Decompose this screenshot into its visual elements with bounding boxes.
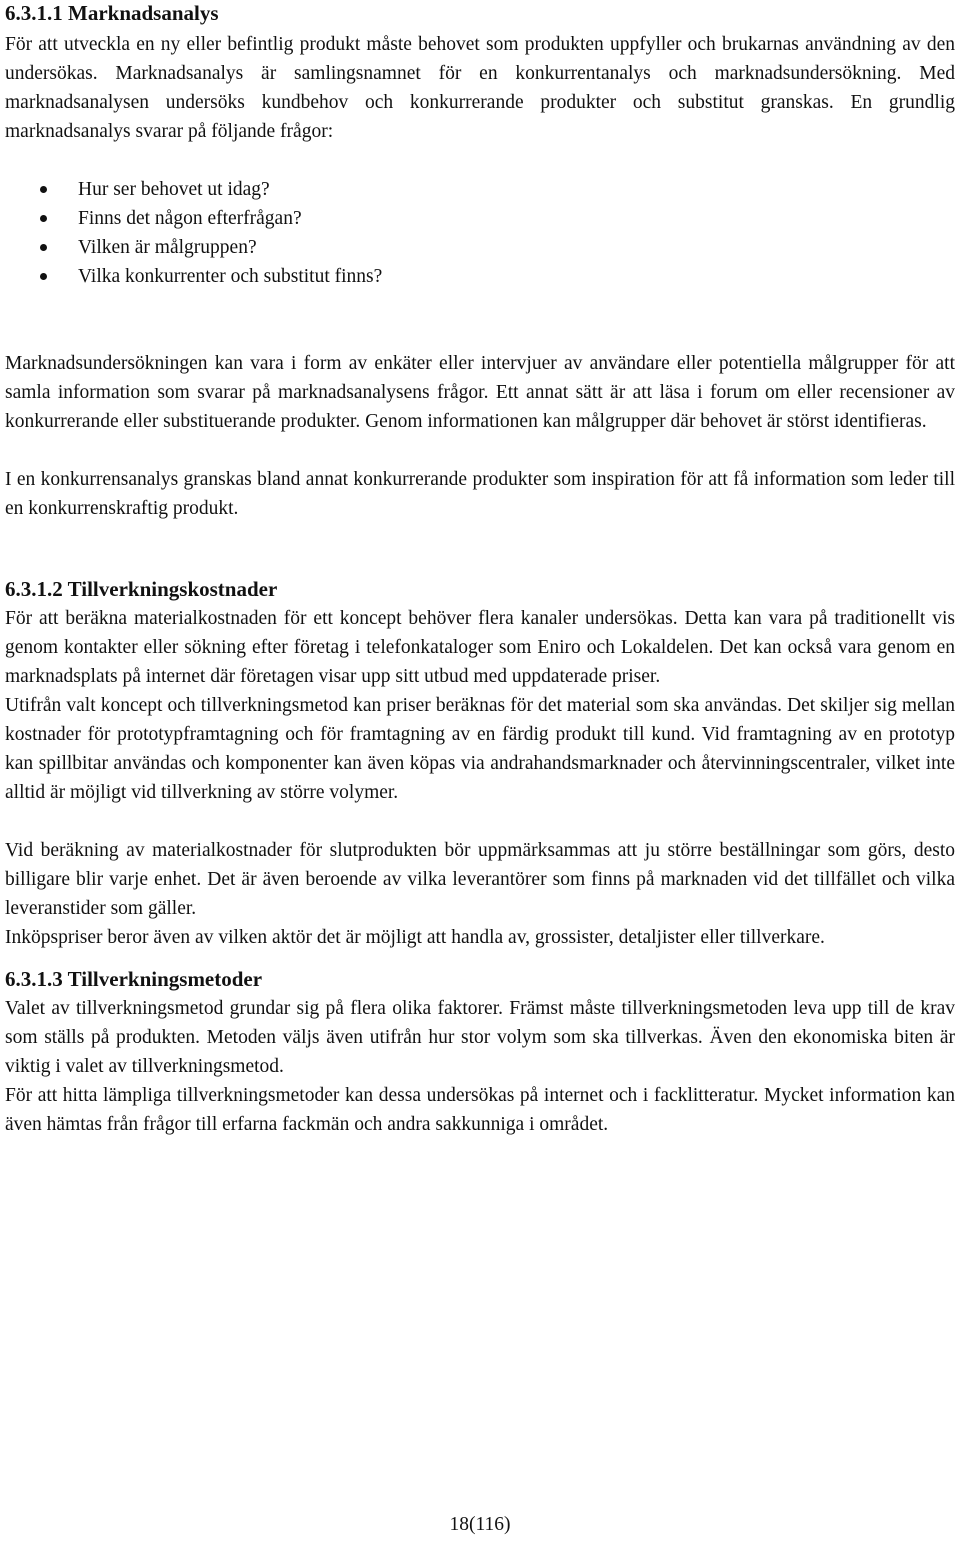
paragraph-konkurrensanalys: I en konkurrensanalys granskas bland annat konkurrerande produkter som inspiration för att få information som leder till en konkurrenskraftig produkt. [5, 469, 955, 519]
list-item-text: Vilka konkurrenter och substitut finns? [78, 266, 383, 287]
section-heading-tillverkningsmetoder: 6.3.1.3 Tillverkningsmetoder [5, 967, 263, 991]
paragraph-prisberakning: Utifrån valt koncept och tillverkningsmetod kan priser beräknas för det material som ska användas. Det skiljer sig mellan kostnader för prototypframtagning och för framtagning av en färdig produkt till kund. Vid framtagning av en prototyp kan spillbitar användas och komponenter kan även köpas via andrahandsmarknader och återvinningscentraler, vilket inte alltid är möjligt vid tillverkning av större volymer. [5, 695, 955, 803]
bullet-icon [40, 273, 47, 280]
paragraph-slutprodukt: Vid beräkning av materialkostnader för slutprodukten bör uppmärksammas att ju större beställningar som görs, desto billigare blir varje enhet. Det är även beroende av vilka leverantörer som finns på marknaden vid det tillfället och vilka leveranstider som gäller. [5, 840, 955, 919]
list-item [5, 204, 955, 233]
paragraph-marknadsanalys-intro: För att utveckla en ny eller befintlig produkt måste behovet som produkten uppfyller och brukarnas användning av den undersökas. Marknadsanalys är samlingsnamnet för en konkurrentanalys och marknadsundersökning. Med marknadsanalysen undersöks kundbehov och konkurrerande produkter och substitut granskas. En grundlig marknadsanalys svarar på följande frågor: [5, 34, 955, 142]
paragraph-materialkostnad: För att beräkna materialkostnaden för ett koncept behöver flera kanaler undersökas. Detta kan vara på traditionellt vis genom kontakter eller sökning efter företag i telefonkataloger som Eniro och Lokaldelen. Det kan också vara genom en marknadsplats på internet där företagen visar upp sitt utbud med uppdaterade priser. [5, 608, 955, 687]
bullet-icon [40, 186, 47, 193]
bullet-icon [40, 244, 47, 251]
list-item-text: Hur ser behovet ut idag? [78, 179, 270, 200]
paragraph-marknadsundersokning: Marknadsundersökningen kan vara i form av enkäter eller intervjuer av användare eller potentiella målgrupper för att samla information som svarar på marknadsanalysens frågor. Ett annat sätt är att läsa i forum om eller recensioner av konkurrerande eller substituerande produkter. Genom informationen kan målgrupper där behovet är störst identifieras. [5, 353, 955, 432]
section-heading-tillverkningskostnader: 6.3.1.2 Tillverkningskostnader [5, 577, 278, 601]
page-number: 18(116) [449, 1514, 511, 1535]
list-item [5, 233, 955, 262]
question-list [5, 175, 955, 291]
list-item-text: Finns det någon efterfrågan? [78, 208, 302, 229]
list-item [5, 175, 955, 204]
paragraph-inkopspriser: Inköpspriser beror även av vilken aktör det är möjligt att handla av, grossister, detaljister eller tillverkare. [5, 927, 825, 948]
bullet-icon [40, 215, 47, 222]
document-page [5, 0, 955, 1139]
paragraph-val-av-metod: Valet av tillverkningsmetod grundar sig på flera olika faktorer. Främst måste tillverkningsmetoden leva upp till de krav som ställs på produkten. Metoden väljs även utifrån hur stor volym som ska tillverkas. Även den ekonomiska biten är viktig i valet av tillverkningsmetod. [5, 998, 955, 1077]
section-heading-marknadsanalys: 6.3.1.1 Marknadsanalys [5, 1, 219, 25]
paragraph-hitta-metoder: För att hitta lämpliga tillverkningsmetoder kan dessa undersökas på internet och i facklitteratur. Mycket information kan även hämtas från frågor till erfarna fackmän och andra sakkunniga i området. [5, 1085, 955, 1135]
list-item [5, 262, 955, 291]
list-item-text: Vilken är målgruppen? [78, 237, 257, 258]
